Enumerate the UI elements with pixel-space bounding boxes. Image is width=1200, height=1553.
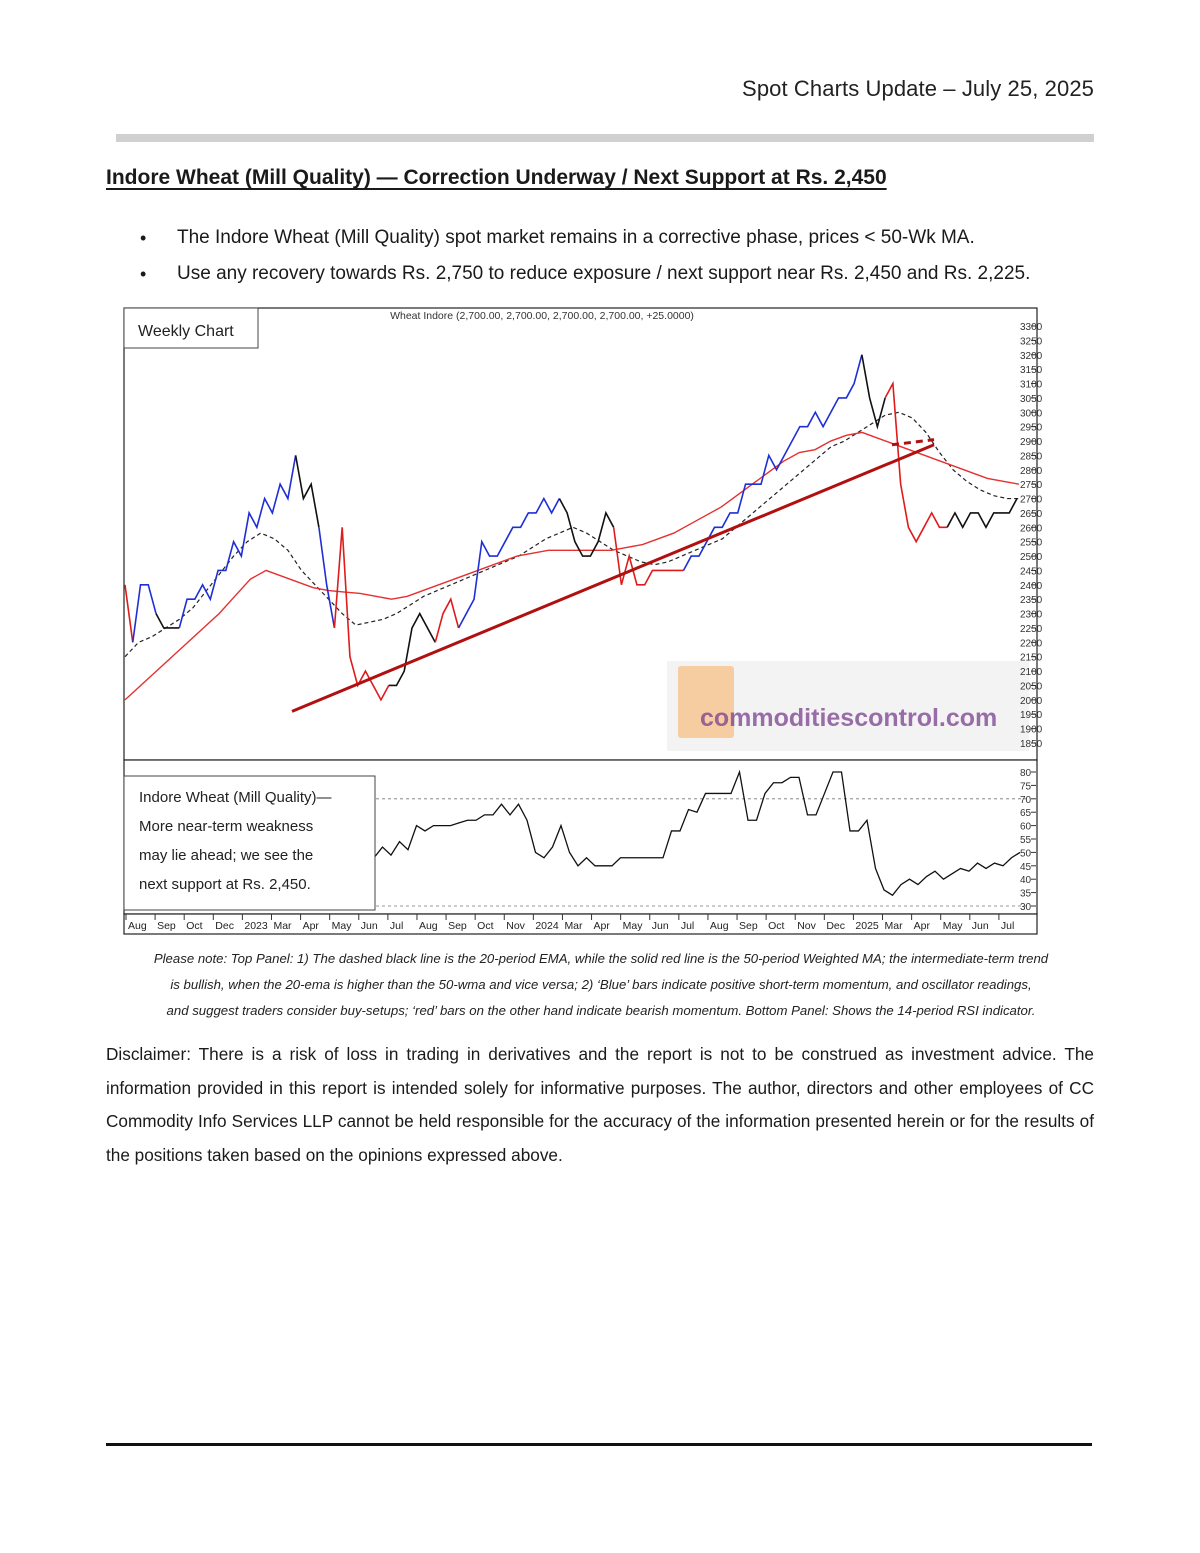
bullet-point: • The Indore Wheat (Mill Quality) spot market remains in a corrective phase, prices < 50-Wk MA. xyxy=(140,220,1120,256)
rsi-tick-label: 70 xyxy=(1020,794,1032,806)
time-tick-label: Jun xyxy=(651,920,669,932)
footnote-line: Please note: Top Panel: 1) The dashed black line is the 20-period EMA, while the solid red line is the 50-period Weighted MA; the intermediate-term trend xyxy=(153,951,1049,966)
header-divider xyxy=(116,134,1094,142)
price-tick-label: 3100 xyxy=(1020,379,1043,391)
key-points xyxy=(140,220,1120,292)
price-tick-label: 2850 xyxy=(1020,451,1043,463)
time-tick-label: Apr xyxy=(913,920,930,932)
annotation-line: Indore Wheat (Mill Quality)— xyxy=(139,789,332,806)
time-tick-label: Jul xyxy=(1000,920,1015,932)
price-tick-label: 2550 xyxy=(1020,537,1043,549)
rsi-tick-label: 35 xyxy=(1020,888,1032,900)
price-tick-label: 2700 xyxy=(1020,494,1043,506)
price-tick-label: 3000 xyxy=(1020,408,1043,420)
rsi-tick-label: 45 xyxy=(1020,861,1032,873)
price-tick-label: 3150 xyxy=(1020,365,1043,377)
price-tick-label: 2350 xyxy=(1020,595,1043,607)
price-tick-label: 2300 xyxy=(1020,609,1043,621)
chart-header-text: Wheat Indore (2,700.00, 2,700.00, 2,700.00, 2,700.00, +25.0000) xyxy=(390,310,694,322)
price-tick-label: 2650 xyxy=(1020,508,1043,520)
price-tick-label: 2250 xyxy=(1020,623,1043,635)
price-tick-label: 2150 xyxy=(1020,652,1043,664)
price-tick-label: 3200 xyxy=(1020,350,1043,362)
price-tick-label: 2200 xyxy=(1020,638,1043,650)
time-tick-label: Sep xyxy=(739,920,758,932)
rsi-tick-label: 75 xyxy=(1020,781,1032,793)
time-tick-label: Jul xyxy=(680,920,695,932)
disclaimer: Disclaimer: There is a risk of loss in trading in derivatives and the report is not to be construed as investment advice. The information provided in this report is intended solely for informative purposes. The author, directors and other employees of CC Commodity Info Services LLP cannot be held responsible for the accuracy of the information presented herein or for the results of the positions taken based on the opinions expressed above. xyxy=(106,1044,1094,1165)
annotation-line: More near-term weakness xyxy=(139,818,314,835)
price-tick-label: 3050 xyxy=(1020,393,1043,405)
time-tick-label: Aug xyxy=(418,920,438,932)
price-tick-label: 2500 xyxy=(1020,552,1043,564)
annotation-line: next support at Rs. 2,450. xyxy=(139,876,311,893)
time-tick-label: Mar xyxy=(884,920,903,932)
price-tick-label: 2750 xyxy=(1020,480,1043,492)
footnote-line: is bullish, when the 20-ema is higher than the 50-wma and vice versa; 2) ‘Blue’ bars indicate positive short-term momentum, and oscillator readings, xyxy=(170,977,1032,992)
time-tick-label: Dec xyxy=(215,920,234,932)
rsi-tick-label: 60 xyxy=(1020,821,1032,833)
weekly-chart xyxy=(122,306,1043,936)
time-tick-label: Jun xyxy=(360,920,378,932)
chart-footnote xyxy=(108,946,1094,1024)
rsi-tick-label: 65 xyxy=(1020,808,1032,820)
time-tick-label: 2023 xyxy=(244,920,268,932)
price-tick-label: 1850 xyxy=(1020,739,1043,750)
time-tick-label: Sep xyxy=(448,920,467,932)
headline: Indore Wheat (Mill Quality) — Correction Underway / Next Support at Rs. 2,450 xyxy=(106,166,887,189)
price-tick-label: 2800 xyxy=(1020,465,1043,477)
time-tick-label: Jun xyxy=(971,920,989,932)
footnote-line: and suggest traders consider buy-setups; ‘red’ bars on the other hand indicate bearish momentum. Bottom Panel: Shows the 14-period RSI indicator. xyxy=(166,1003,1036,1018)
time-tick-label: Mar xyxy=(564,920,583,932)
annotation-line: may lie ahead; we see the xyxy=(139,847,314,864)
time-tick-label: Nov xyxy=(797,920,816,932)
price-tick-label: 2050 xyxy=(1020,681,1043,693)
price-tick-label: 2400 xyxy=(1020,580,1043,592)
footer-divider xyxy=(106,1443,1092,1446)
bullet-point: • Use any recovery towards Rs. 2,750 to reduce exposure / next support near Rs. 2,450 and Rs. 2,225. xyxy=(140,256,1120,292)
price-tick-label: 2600 xyxy=(1020,523,1043,535)
rsi-tick-label: 80 xyxy=(1020,768,1032,779)
price-tick-label: 2450 xyxy=(1020,566,1043,578)
rsi-tick-label: 55 xyxy=(1020,835,1032,846)
time-tick-label: 2024 xyxy=(535,920,559,932)
price-tick-label: 2100 xyxy=(1020,667,1043,679)
price-tick-label: 3300 xyxy=(1020,322,1043,333)
price-tick-label: 1950 xyxy=(1020,710,1043,722)
time-tick-label: Oct xyxy=(768,920,785,932)
time-tick-label: May xyxy=(942,920,963,932)
price-tick-label: 2000 xyxy=(1020,695,1043,707)
price-tick-label: 2950 xyxy=(1020,422,1043,434)
price-tick-label: 3250 xyxy=(1020,336,1043,348)
watermark-text: commoditiescontrol.com xyxy=(700,704,998,732)
report-title: Spot Charts Update – July 25, 2025 xyxy=(742,76,1094,101)
time-tick-label: Nov xyxy=(506,920,525,932)
time-tick-label: Jul xyxy=(389,920,404,932)
time-tick-label: Aug xyxy=(709,920,729,932)
chart-canvas xyxy=(122,306,1043,936)
time-tick-label: Sep xyxy=(157,920,176,932)
time-tick-label: Apr xyxy=(302,920,319,932)
time-tick-label: Mar xyxy=(273,920,292,932)
time-tick-label: Oct xyxy=(477,920,494,932)
rsi-tick-label: 50 xyxy=(1020,848,1032,860)
time-tick-label: May xyxy=(622,920,643,932)
time-tick-label: Aug xyxy=(128,920,147,932)
chart-label: Weekly Chart xyxy=(138,323,234,340)
price-tick-label: 1900 xyxy=(1020,724,1043,736)
time-tick-label: Apr xyxy=(593,920,610,932)
rsi-tick-label: 40 xyxy=(1020,875,1032,887)
time-tick-label: Oct xyxy=(186,920,203,932)
rsi-tick-label: 30 xyxy=(1020,902,1032,913)
time-tick-label: 2025 xyxy=(855,920,879,932)
time-tick-label: Dec xyxy=(826,920,846,932)
time-tick-label: May xyxy=(331,920,352,932)
price-tick-label: 2900 xyxy=(1020,437,1043,449)
